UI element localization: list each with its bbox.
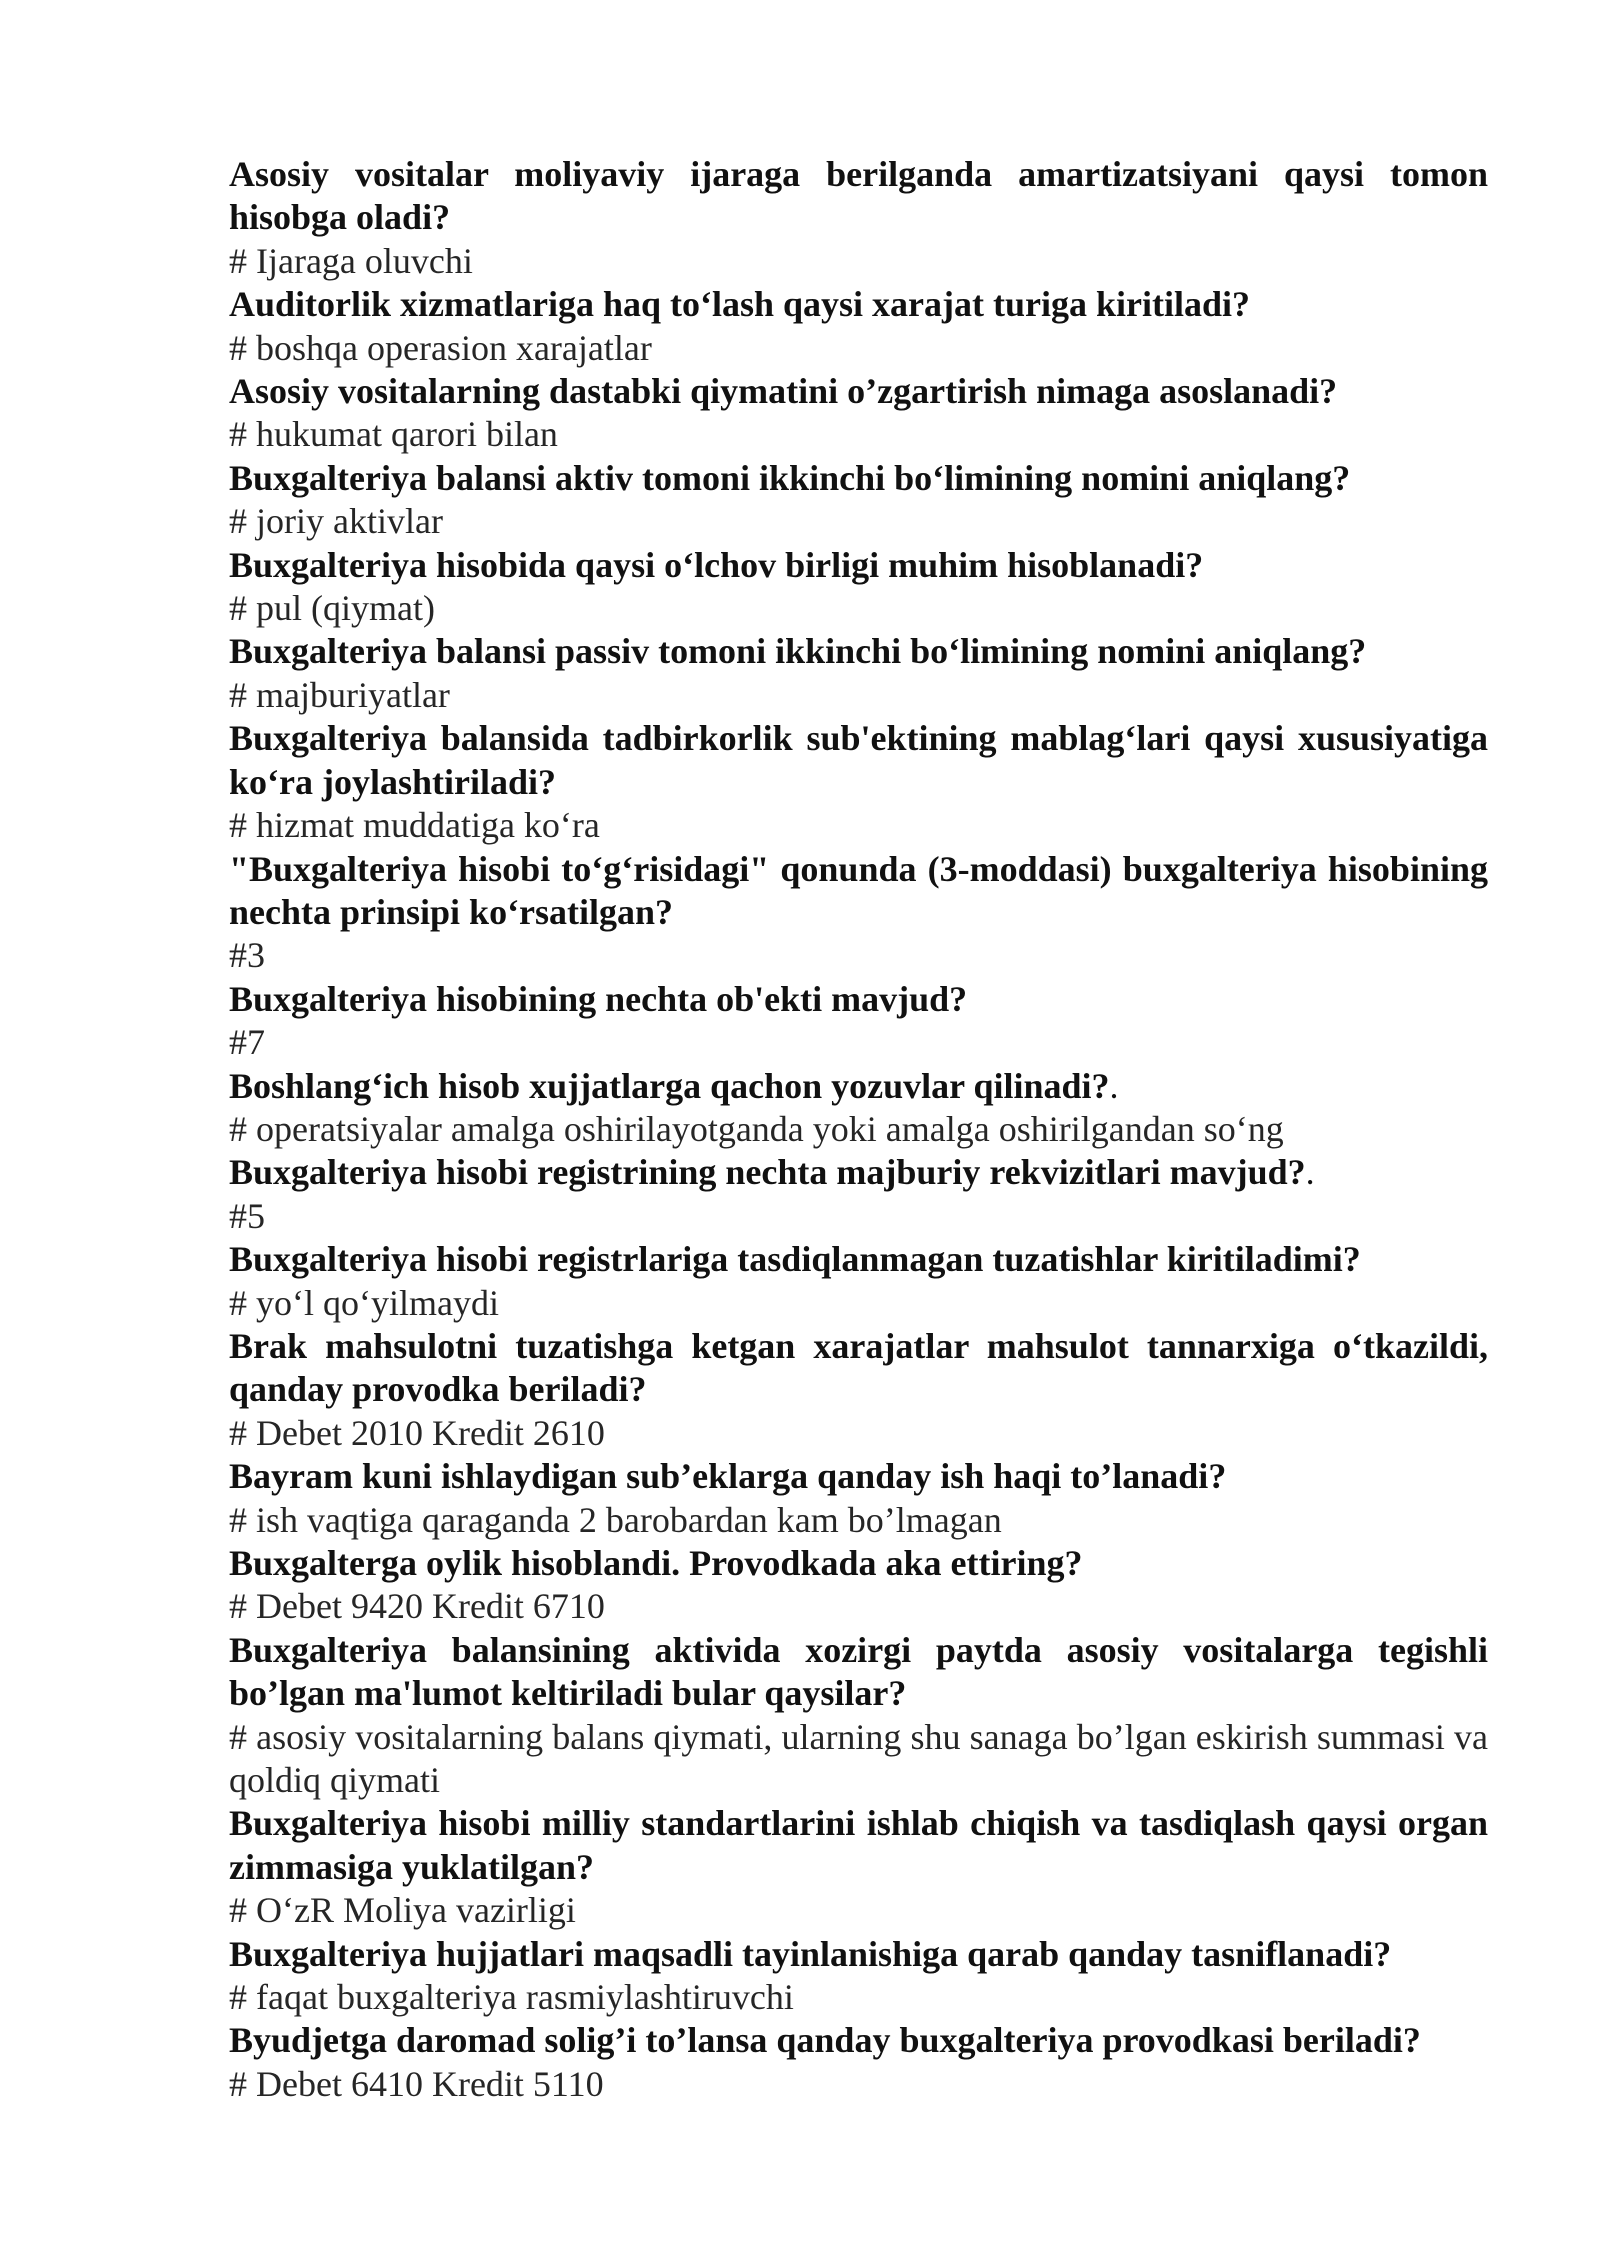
qa-item-11 xyxy=(229,1151,1488,1238)
answer-13: # Debet 2010 Kredit 2610 xyxy=(229,1412,605,1453)
qa-item-14 xyxy=(229,1455,1488,1542)
qa-item-13 xyxy=(229,1325,1488,1455)
question-9: Buxgalteriya hisobining nechta ob'ekti mavjud? xyxy=(229,978,968,1019)
question-11 xyxy=(229,1151,1488,1194)
question-11-trailing-period: . xyxy=(1305,1152,1315,1193)
qa-item-17 xyxy=(229,1802,1488,1932)
qa-item-3 xyxy=(229,370,1488,457)
answer-10: # operatsiyalar amalga oshirilayotganda yoki amalga oshirilgandan so‘ng xyxy=(229,1108,1284,1149)
qa-item-6 xyxy=(229,630,1488,717)
question-5: Buxgalteriya hisobida qaysi o‘lchov birligi muhim hisoblanadi? xyxy=(229,544,1204,585)
qa-item-12 xyxy=(229,1238,1488,1325)
qa-item-18 xyxy=(229,1933,1488,2020)
question-13: Brak mahsulotni tuzatishga ketgan xarajatlar mahsulot tannarxiga o‘tkazildi, qanday provodka beriladi? xyxy=(229,1325,1488,1410)
answer-6: # majburiyatlar xyxy=(229,674,450,715)
answer-4: # joriy aktivlar xyxy=(229,501,443,542)
qa-item-5 xyxy=(229,544,1488,631)
question-16: Buxgalteriya balansining aktivida xozirgi paytda asosiy vositalarga tegishli bo’lgan ma'lumot keltiriladi bular qaysilar? xyxy=(229,1629,1488,1714)
answer-11: #5 xyxy=(229,1195,265,1236)
question-7: Buxgalteriya balansida tadbirkorlik sub'ektining mablag‘lari qaysi xususiyatiga ko‘ra joylashtiriladi? xyxy=(229,718,1488,802)
answer-15: # Debet 9420 Kredit 6710 xyxy=(229,1586,605,1627)
question-18: Buxgalteriya hujjatlari maqsadli tayinlanishiga qarab qanday tasniflanadi? xyxy=(229,1933,1392,1974)
qa-item-16 xyxy=(229,1629,1488,1803)
question-19: Byudjetga daromad solig’i to’lansa qanday buxgalteriya provodkasi beriladi? xyxy=(229,2020,1421,2061)
qa-item-15 xyxy=(229,1542,1488,1629)
answer-18: # faqat buxgalteriya rasmiylashtiruvchi xyxy=(229,1977,794,2018)
answer-2: # boshqa operasion xarajatlar xyxy=(229,327,652,368)
qa-item-2 xyxy=(229,283,1488,370)
qa-item-8 xyxy=(229,848,1488,978)
question-12: Buxgalteriya hisobi registrlariga tasdiqlanmagan tuzatishlar kiritiladimi? xyxy=(229,1239,1361,1280)
question-11-text: Buxgalteriya hisobi registrining nechta majburiy rekvizitlari mavjud? xyxy=(229,1152,1306,1193)
question-1: Asosiy vositalar moliyaviy ijaraga berilganda amartizatsiyani qaysi tomon hisobga oladi? xyxy=(229,154,1488,238)
answer-19: # Debet 6410 Kredit 5110 xyxy=(229,2063,604,2104)
answer-7: # hizmat muddatiga ko‘ra xyxy=(229,805,600,846)
qa-item-10 xyxy=(229,1065,1488,1152)
qa-item-4 xyxy=(229,457,1488,544)
question-14: Bayram kuni ishlaydigan sub’eklarga qanday ish haqi to’lanadi? xyxy=(229,1456,1227,1497)
qa-item-7 xyxy=(229,717,1488,847)
answer-14: # ish vaqtiga qaraganda 2 barobardan kam bo’lmagan xyxy=(229,1499,1002,1540)
answer-16: # asosiy vositalarning balans qiymati, ularning shu sanaga bo’lgan eskirish summasi va qoldiq qiymati xyxy=(229,1716,1488,1801)
answer-9: #7 xyxy=(229,1022,265,1063)
answer-5: # pul (qiymat) xyxy=(229,588,435,629)
question-10 xyxy=(229,1065,1488,1108)
question-15: Buxgalterga oylik hisoblandi. Provodkada aka ettiring? xyxy=(229,1543,1083,1583)
answer-17: # O‘zR Moliya vazirligi xyxy=(229,1890,576,1931)
question-10-text: Boshlang‘ich hisob xujjatlarga qachon yozuvlar qilinadi? xyxy=(229,1065,1110,1106)
question-3: Asosiy vositalarning dastabki qiymatini o’zgartirish nimaga asoslanadi? xyxy=(229,371,1338,412)
qa-item-19 xyxy=(229,2019,1488,2106)
answer-3: # hukumat qarori bilan xyxy=(229,414,558,455)
question-6: Buxgalteriya balansi passiv tomoni ikkinchi bo‘limining nomini aniqlang? xyxy=(229,631,1367,672)
question-8: "Buxgalteriya hisobi to‘g‘risidagi" qonunda (3-moddasi) buxgalteriya hisobining nechta prinsipi ko‘rsatilgan? xyxy=(229,848,1488,932)
qa-item-1 xyxy=(229,153,1488,283)
document-page xyxy=(229,153,1488,2106)
answer-8: #3 xyxy=(229,935,265,976)
answer-1: # Ijaraga oluvchi xyxy=(229,240,473,281)
question-4: Buxgalteriya balansi aktiv tomoni ikkinchi bo‘limining nomini aniqlang? xyxy=(229,457,1351,498)
question-17: Buxgalteriya hisobi milliy standartlarini ishlab chiqish va tasdiqlash qaysi organ zimmasiga yuklatilgan? xyxy=(229,1803,1488,1887)
answer-12: # yo‘l qo‘yilmaydi xyxy=(229,1282,499,1323)
question-2: Auditorlik xizmatlariga haq to‘lash qaysi xarajat turiga kiritiladi? xyxy=(229,284,1251,325)
qa-item-9 xyxy=(229,978,1488,1065)
question-10-trailing-period: . xyxy=(1109,1065,1119,1106)
